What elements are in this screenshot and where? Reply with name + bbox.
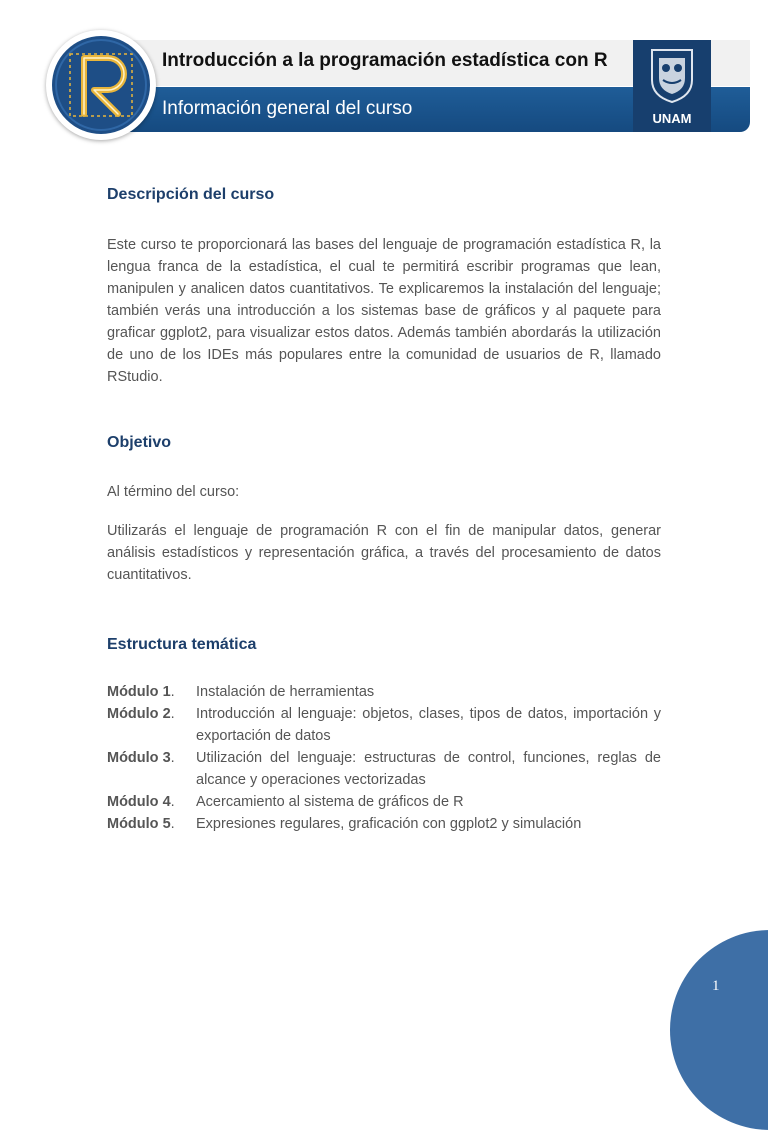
objective-heading: Objetivo: [107, 434, 172, 451]
unam-label: UNAM: [652, 111, 692, 126]
module-label: Módulo 2.: [107, 706, 175, 722]
module-text: Utilización del lenguaje: estructuras de control, funciones, reglas de alcance y operaciones vectorizadas: [196, 750, 661, 788]
module-text: Expresiones regulares, graficación con ggplot2 y simulación: [196, 816, 582, 832]
module-item: [107, 681, 661, 703]
module-item: [107, 747, 661, 791]
document-title: Introducción a la programación estadística con R: [162, 50, 608, 71]
r-logo-icon: [46, 30, 156, 140]
unam-seal-icon: [647, 46, 697, 109]
module-label: Módulo 1.: [107, 684, 175, 700]
module-label: Módulo 4.: [107, 794, 175, 810]
module-item: [107, 813, 661, 835]
structure-heading: Estructura temática: [107, 636, 257, 653]
page-number: 1: [712, 978, 720, 994]
module-list: [107, 681, 661, 835]
objective-intro: Al término del curso:: [107, 484, 240, 500]
description-text: Este curso te proporcionará las bases del lenguaje de programación estadística R, la lengua franca de la estadística, el cual te permitirá escribir programas que lean, manipulen y analicen datos cuantitativos. Te explicaremos la instalación del lenguaje; también verás una introducción a los sistemas base de gráficos y al paquete para graficar ggplot2, para visualizar estos datos. Además también abordarás la utilización de uno de los IDEs más populares entre la comunidad de usuarios de R, llamado RStudio.: [107, 237, 661, 385]
objective-text: Utilizarás el lenguaje de programación R con el fin de manipular datos, generar análisis estadísticos y representación gráfica, a través del procesamiento de datos cuantitativos.: [107, 523, 661, 583]
module-text: Introducción al lenguaje: objetos, clases, tipos de datos, importación y exportación de datos: [196, 706, 661, 744]
module-label: Módulo 3.: [107, 750, 175, 766]
module-item: [107, 703, 661, 747]
document-subtitle: Información general del curso: [162, 98, 413, 119]
module-text: Instalación de herramientas: [196, 684, 375, 700]
description-heading: Descripción del curso: [107, 186, 275, 203]
module-label: Módulo 5.: [107, 816, 175, 832]
module-item: [107, 791, 661, 813]
page-corner-decoration: [670, 930, 768, 1130]
unam-logo: [633, 40, 711, 132]
module-text: Acercamiento al sistema de gráficos de R: [196, 794, 464, 810]
